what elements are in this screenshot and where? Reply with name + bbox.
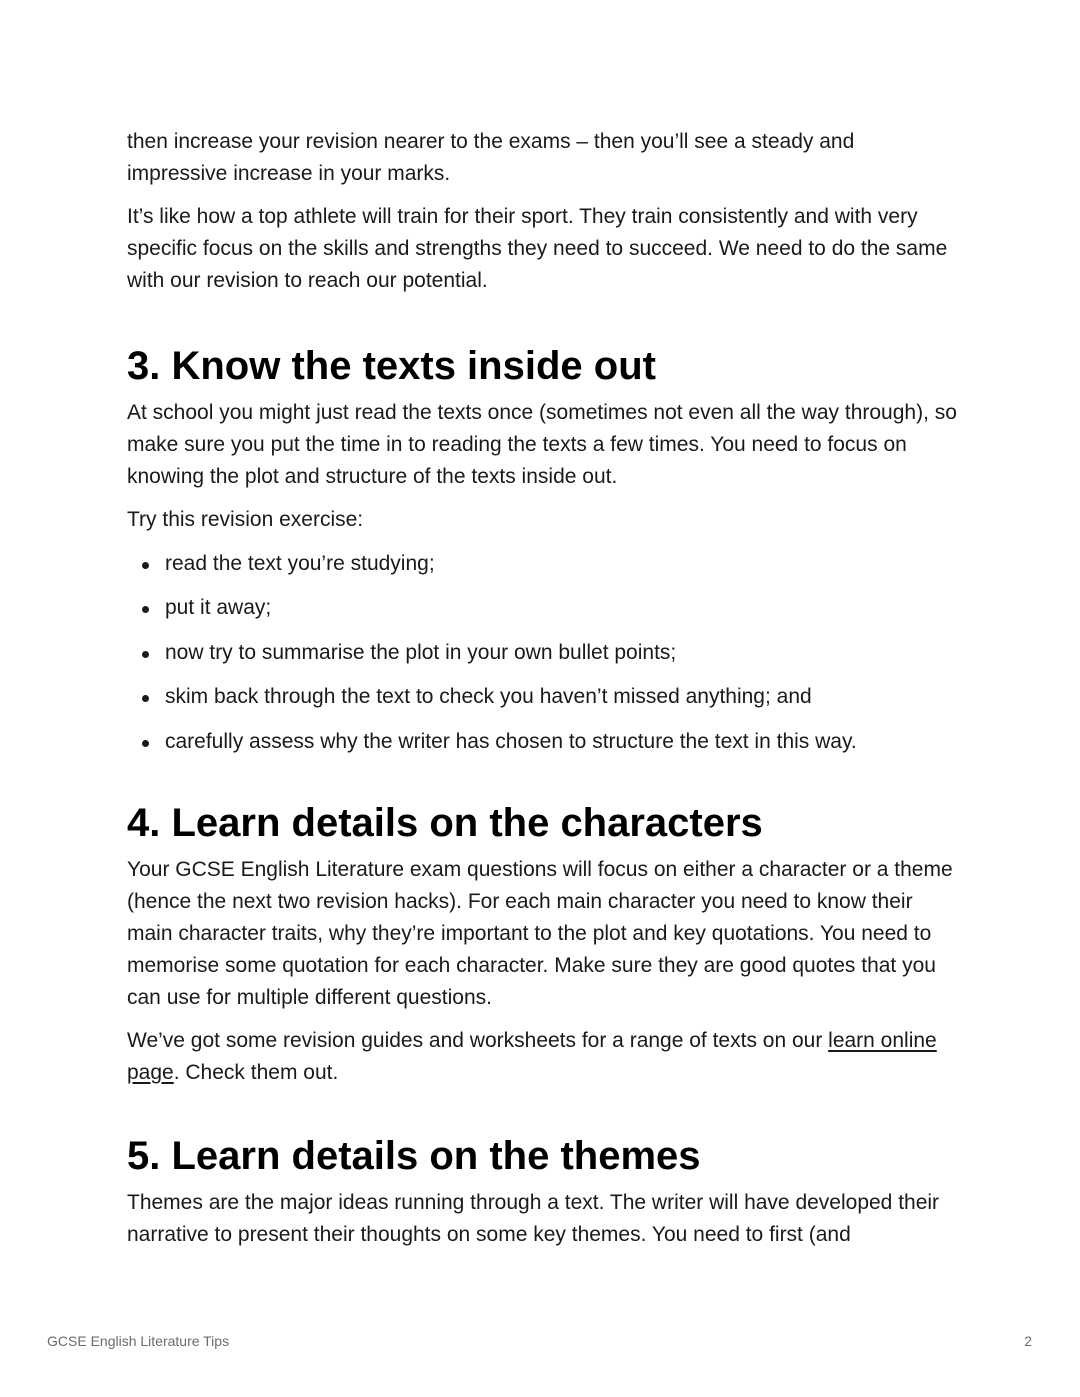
section-4-paragraph-2 bbox=[127, 1025, 957, 1089]
intro-paragraph-1: then increase your revision nearer to the exams – then you’ll see a steady and impressive increase in your marks. bbox=[127, 130, 855, 185]
list-item-text: now try to summarise the plot in your own bullet points; bbox=[165, 640, 677, 664]
bullet-icon bbox=[142, 606, 149, 613]
section-5-heading: 5. Learn details on the themes bbox=[127, 1133, 701, 1178]
section-3-paragraph-2: Try this revision exercise: bbox=[127, 508, 364, 531]
revision-exercise-list bbox=[127, 548, 957, 758]
footer-page-number: 2 bbox=[1024, 1333, 1032, 1349]
list-item bbox=[127, 548, 957, 580]
list-item-text: put it away; bbox=[165, 596, 272, 620]
section-5-paragraph-1: Themes are the major ideas running through a text. The writer will have developed their narrative to present their thoughts on some key themes. You need to first (and bbox=[127, 1190, 940, 1246]
list-item-text: read the text you’re studying; bbox=[165, 552, 435, 575]
section-4-paragraph-2-text: We’ve got some revision guides and worksheets for a range of texts on our bbox=[127, 1028, 829, 1052]
list-item bbox=[127, 681, 957, 713]
learn-online-page-link[interactable]: learn online page bbox=[127, 1028, 937, 1084]
bullet-icon bbox=[142, 651, 149, 658]
list-item-text: carefully assess why the writer has chosen to structure the text in this way. bbox=[165, 729, 857, 753]
list-item-text: skim back through the text to check you haven’t missed anything; and bbox=[165, 685, 812, 709]
bullet-icon bbox=[142, 562, 149, 569]
intro-paragraph-2: It’s like how a top athlete will train for their sport. They train consistently and with very specific focus on the skills and strengths they need to succeed. We need to do the same with our revision to reach our potential. bbox=[127, 205, 948, 292]
section-3-paragraph-1: At school you might just read the texts once (sometimes not even all the way through), so make sure you put the time in to reading the texts a few times. You need to focus on knowing the plot and structure of the texts inside out. bbox=[127, 401, 957, 488]
bullet-icon bbox=[142, 740, 149, 747]
page-content bbox=[127, 126, 957, 1251]
list-item bbox=[127, 726, 957, 758]
list-item bbox=[127, 592, 957, 624]
section-4-paragraph-1: Your GCSE English Literature exam questions will focus on either a character or a theme (hence the next two revision hacks). For each main character you need to know their main character traits, why they’re important to the plot and key quotations. You need to memorise some quotation for each character. Make sure they are good quotes that you can use for multiple different questions. bbox=[127, 857, 953, 1009]
footer-document-title: GCSE English Literature Tips bbox=[47, 1333, 230, 1349]
list-item bbox=[127, 637, 957, 669]
section-3-heading: 3. Know the texts inside out bbox=[127, 344, 656, 388]
section-4-heading: 4. Learn details on the characters bbox=[127, 800, 763, 845]
bullet-icon bbox=[142, 695, 149, 702]
section-4-paragraph-2-tail: . Check them out. bbox=[173, 1060, 339, 1084]
